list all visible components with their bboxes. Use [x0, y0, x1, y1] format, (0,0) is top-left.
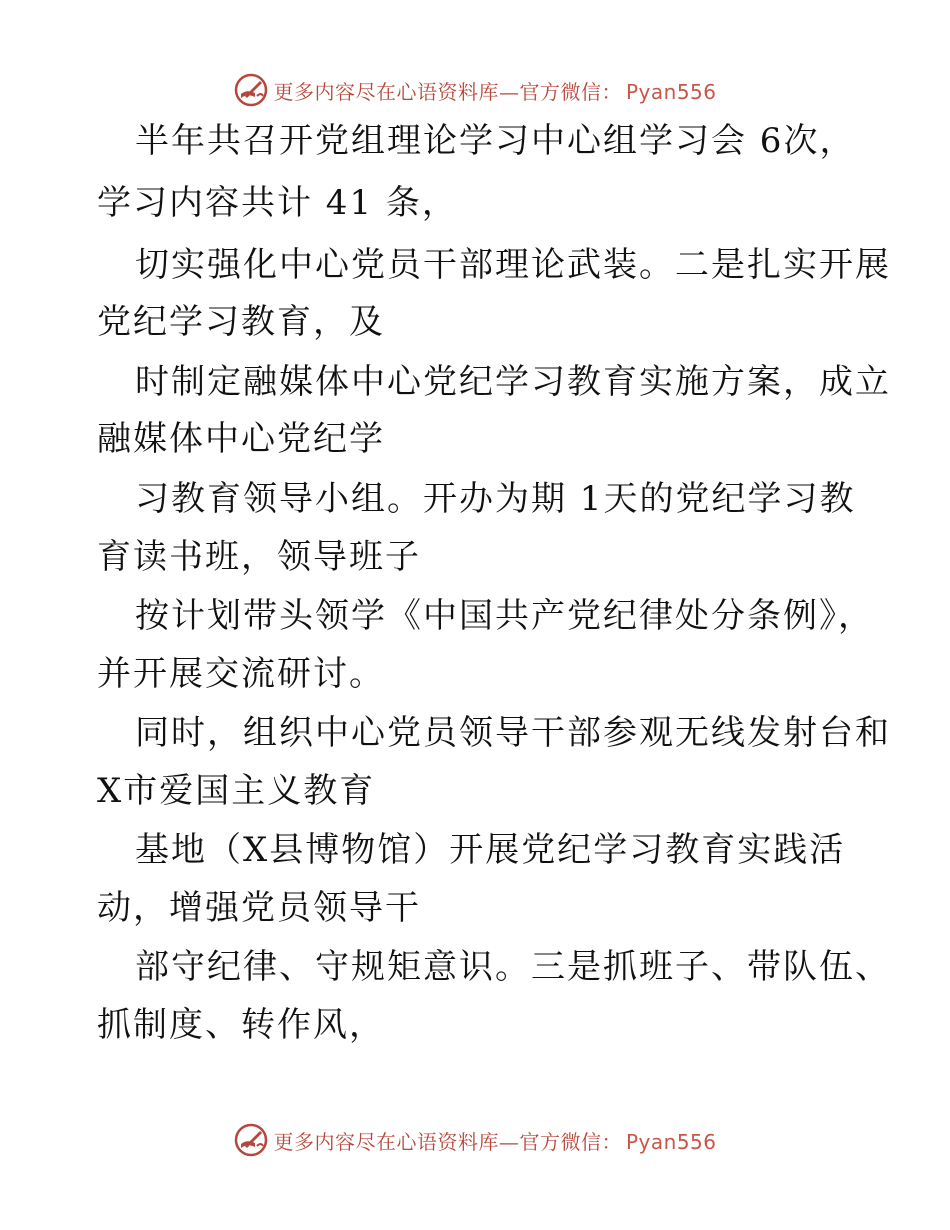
text-line: 学习内容共计 41 条， [97, 183, 458, 223]
watermark-text: 更多内容尽在心语资料库—官方微信： Pyan556 [273, 1129, 717, 1154]
text-line: 党纪学习教育，及 [97, 302, 385, 342]
text-line: 半年共召开党组理论学习中心组学习会 6次， [135, 121, 856, 161]
text-line: 时制定融媒体中心党纪学习教育实施方案，成立 [135, 362, 891, 402]
book-quill-logo-icon [233, 1122, 269, 1158]
watermark-text: 更多内容尽在心语资料库—官方微信： Pyan556 [273, 79, 717, 104]
book-quill-logo-icon [233, 72, 269, 108]
text-line: 基地（X县博物馆）开展党纪学习教育实践活 [135, 830, 846, 870]
text-line: 融媒体中心党纪学 [97, 419, 385, 459]
text-line: 切实强化中心党员干部理论武装。二是扎实开展 [135, 245, 891, 285]
header-watermark [0, 70, 950, 110]
text-line: 抓制度、转作风， [97, 1005, 385, 1045]
text-line: 习教育领导小组。开办为期 1天的党纪学习教 [135, 479, 856, 519]
text-line: 育读书班，领导班子 [97, 537, 421, 577]
text-line: 并开展交流研讨。 [97, 654, 385, 694]
text-line: X市爱国主义教育 [97, 771, 376, 811]
footer-watermark [0, 1120, 950, 1160]
text-line: 部守纪律、守规矩意识。三是抓班子、带队伍、 [135, 947, 891, 987]
text-line: 按计划带头领学《中国共产党纪律处分条例》， [135, 596, 874, 636]
text-line: 同时，组织中心党员领导干部参观无线发射台和 [135, 713, 891, 753]
text-line: 动，增强党员领导干 [97, 888, 421, 928]
